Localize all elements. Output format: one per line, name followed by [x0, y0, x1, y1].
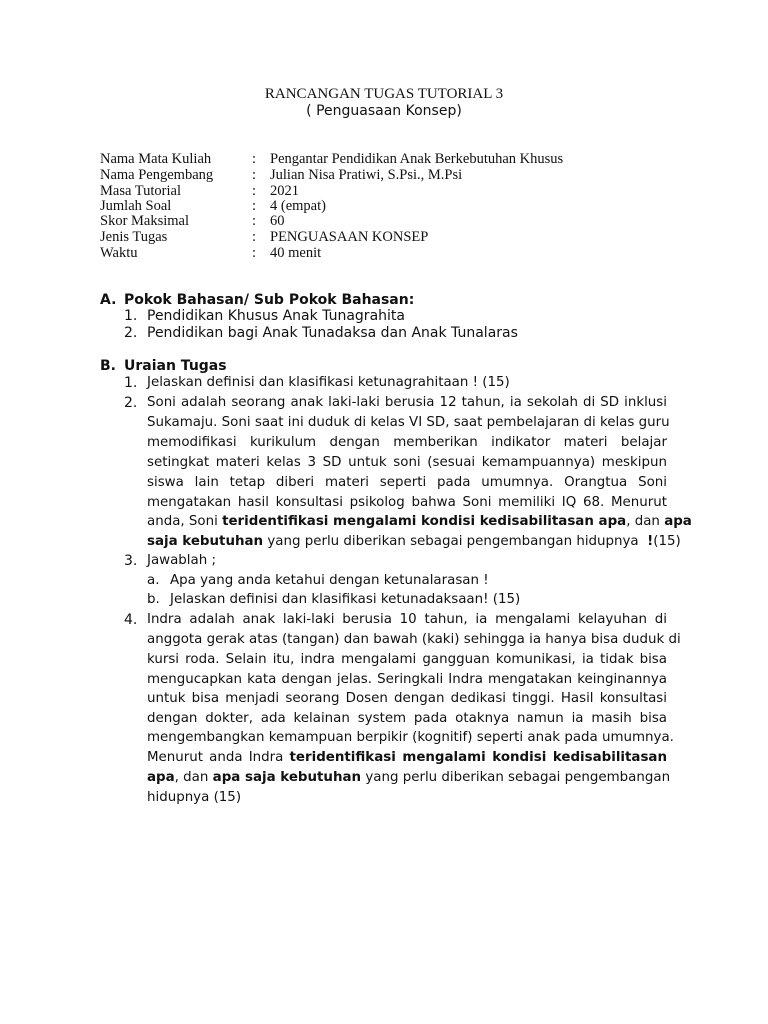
question-2-line: setingkat materi kelas 3 SD untuk soni (sesuai kemampuannya) meskipun	[147, 455, 667, 470]
section-a-item: Pendidikan bagi Anak Tunadaksa dan Anak Tunalaras	[147, 325, 518, 341]
section-b-title: Uraian Tugas	[124, 358, 227, 374]
question-4-line: kursi roda. Selain itu, indra mengalami gangguan komunikasi, ia tidak bisa	[147, 652, 667, 667]
question-2-line	[147, 514, 692, 529]
question-2-line: mengatakan hasil konsultasi psikolog bahwa Soni memiliki IQ 68. Menurut	[147, 495, 667, 510]
meta-value: Pengantar Pendidikan Anak Berkebutuhan Khusus	[270, 151, 564, 167]
question-2-text-span: anda, Soni	[147, 514, 218, 529]
question-2-bold-span: saja kebutuhan	[147, 534, 264, 549]
question-4-line: mengembangkan kemampuan berpikir (kognitif) seperti anak pada umumnya.	[147, 730, 674, 745]
section-a-item: Pendidikan Khusus Anak Tunagrahita	[147, 308, 405, 324]
question-2-number: 2.	[124, 395, 138, 411]
question-2-text-span: yang perlu diberikan sebagai pengembangan hidupnya	[267, 534, 639, 549]
question-3b-letter: b.	[147, 592, 160, 607]
question-2-line: Sukamaju. Soni saat ini duduk di kelas VI SD, saat pembelajaran di kelas guru	[147, 415, 670, 430]
meta-value: 40 menit	[270, 245, 322, 261]
meta-label: Masa Tutorial	[100, 183, 181, 199]
question-3-text: Jawablah ;	[147, 553, 216, 568]
section-a-title: Pokok Bahasan/ Sub Pokok Bahasan:	[124, 292, 415, 308]
section-a-letter: A.	[100, 292, 117, 308]
question-4-number: 4.	[124, 612, 138, 628]
meta-colon: :	[252, 167, 257, 183]
document-subtitle: ( Penguasaan Konsep)	[306, 103, 462, 119]
meta-label: Waktu	[100, 245, 138, 261]
meta-colon: :	[252, 213, 257, 229]
question-2-line: Soni adalah seorang anak laki-laki berusia 12 tahun, ia sekolah di SD inklusi	[147, 395, 667, 410]
section-a-item-number: 1.	[124, 308, 138, 324]
question-3a-letter: a.	[147, 573, 160, 588]
question-4-line: Indra adalah anak laki-laki berusia 10 tahun, ia mengalami kelayuhan di	[147, 612, 667, 627]
question-4-bold-span: apa	[147, 770, 175, 785]
question-2-bold-span: !	[647, 534, 654, 549]
meta-value: 4 (empat)	[270, 198, 326, 214]
question-4-line: anggota gerak atas (tangan) dan bawah (kaki) sehingga ia hanya bisa duduk di	[147, 632, 681, 647]
question-4-line	[147, 750, 667, 765]
question-4-bold-span: teridentifikasi mengalami kondisi kedisabilitasan	[289, 750, 667, 765]
question-4-line	[147, 770, 671, 785]
question-3a-text: Apa yang anda ketahui dengan ketunalarasan !	[170, 573, 489, 588]
meta-label: Nama Pengembang	[100, 167, 214, 183]
question-2-bold-span: apa	[664, 514, 692, 529]
question-2-line: siswa lain tetap diberi materi seperti pada umumnya. Orangtua Soni	[147, 475, 667, 490]
question-4-text-span: yang perlu diberikan sebagai pengembangan	[365, 770, 671, 785]
question-1-number: 1.	[124, 375, 138, 391]
question-2-text-span: , dan	[626, 514, 660, 529]
meta-value: 2021	[270, 183, 299, 199]
section-b-letter: B.	[100, 358, 116, 374]
meta-label: Jumlah Soal	[100, 198, 172, 214]
question-3-number: 3.	[124, 553, 138, 569]
section-a-item-number: 2.	[124, 325, 138, 341]
meta-colon: :	[252, 151, 257, 167]
meta-colon: :	[252, 198, 257, 214]
question-2-bold-span: teridentifikasi mengalami kondisi kedisabilitasan apa	[222, 514, 627, 529]
question-4-bold-span: apa saja kebutuhan	[212, 770, 362, 785]
question-4-text-span: Menurut anda Indra	[147, 750, 284, 765]
question-1-text: Jelaskan definisi dan klasifikasi ketunagrahitaan ! (15)	[147, 375, 510, 390]
question-4-text-span: , dan	[174, 770, 209, 785]
question-4-line: hidupnya (15)	[147, 790, 242, 805]
question-2-text-span: (15)	[653, 534, 681, 549]
question-4-line: mengucapkan kata dengan jelas. Seringkali Indra mengatakan keinginannya	[147, 672, 667, 687]
question-4-line: dengan dokter, ada kelainan system pada otaknya namun ia masih bisa	[147, 711, 667, 726]
meta-value: PENGUASAAN KONSEP	[270, 229, 429, 245]
meta-label: Nama Mata Kuliah	[100, 151, 212, 167]
meta-colon: :	[252, 183, 257, 199]
meta-label: Jenis Tugas	[100, 229, 168, 245]
meta-colon: :	[252, 245, 257, 261]
question-3b-text: Jelaskan definisi dan klasifikasi ketunadaksaan! (15)	[170, 592, 521, 607]
meta-value: 60	[270, 213, 285, 229]
question-4-line: untuk bisa menjadi seorang Dosen dengan dedikasi tinggi. Hasil konsultasi	[147, 691, 667, 706]
question-2-line: memodifikasi kurikulum dengan memberikan indikator materi belajar	[147, 435, 667, 450]
meta-label: Skor Maksimal	[100, 213, 190, 229]
meta-value: Julian Nisa Pratiwi, S.Psi., M.Psi	[270, 167, 463, 183]
document-title: RANCANGAN TUGAS TUTORIAL 3	[264, 86, 504, 102]
meta-colon: :	[252, 229, 257, 245]
question-2-line	[147, 534, 681, 549]
